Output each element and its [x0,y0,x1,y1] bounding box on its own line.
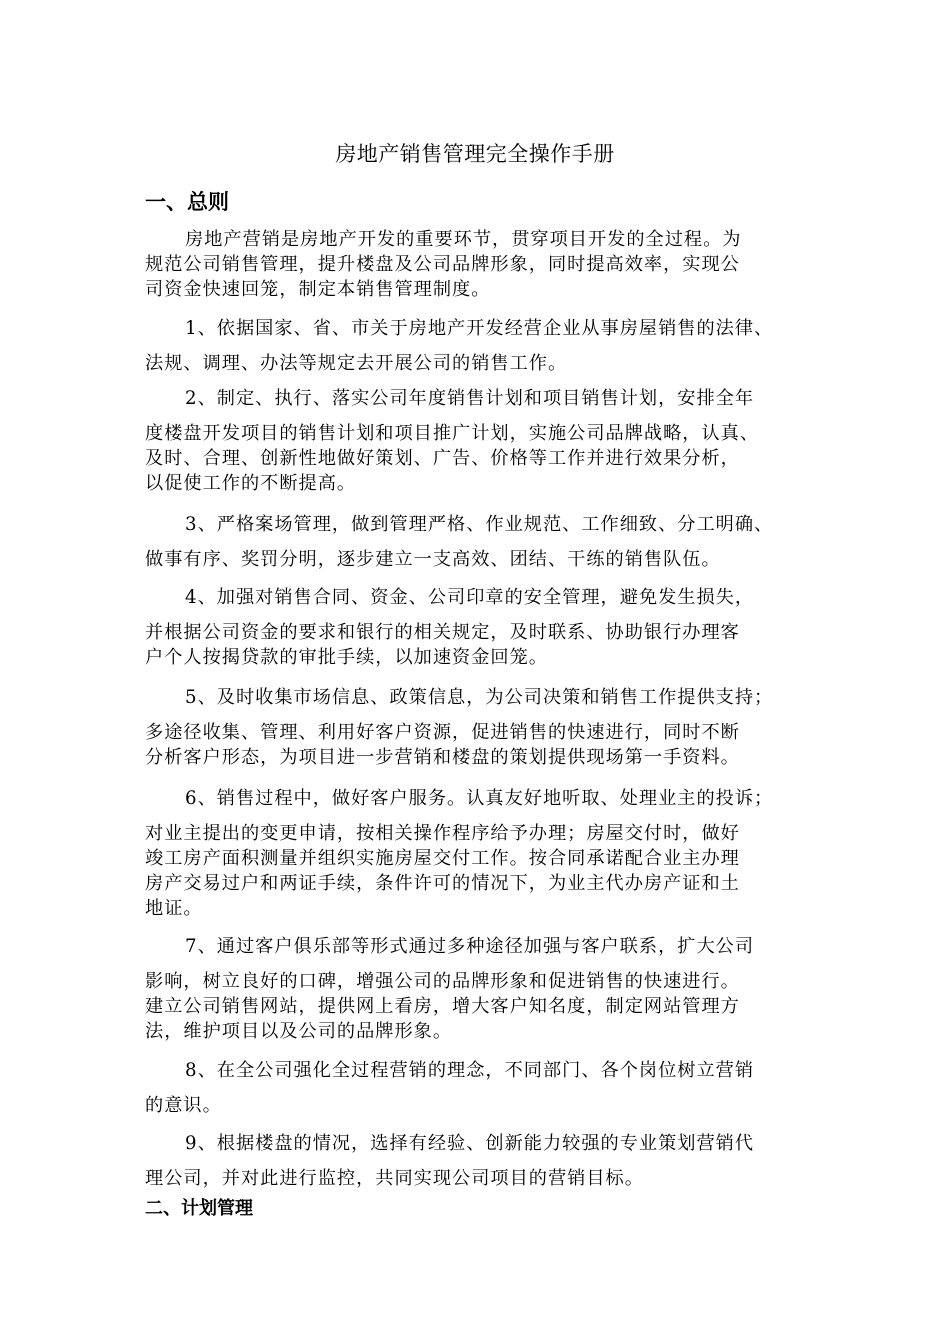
paragraph-line: 1、依据国家、省、市关于房地产开发经营企业从事房屋销售的法律、 [185,318,774,339]
paragraph-line: 户个人按揭贷款的审批手续，以加速资金回笼。 [145,647,548,668]
list-item-1 [145,316,810,376]
paragraph-line: 对业主提出的变更申请，按相关操作程序给予办理；房屋交付时，做好 [145,823,740,844]
paragraph-line: 建立公司销售网站，提供网上看房，增大客户知名度，制定网站管理方 [145,996,740,1017]
section-heading-plan-management: 二、计划管理 [145,1198,253,1219]
list-item-4 [145,585,810,670]
paragraph-line: 及时、合理、创新性地做好策划、广告、价格等工作并进行效果分析， [145,448,740,469]
paragraph-line: 影响，树立良好的口碑，增强公司的品牌形象和促进销售的快速进行。 [145,971,740,992]
list-item-3 [145,512,810,572]
paragraph-line: 法规、调理、办法等规定去开展公司的销售工作。 [145,353,568,374]
paragraph-line: 法，维护项目以及公司的品牌形象。 [145,1021,453,1042]
paragraph-line: 6、销售过程中，做好客户服务。认真友好地听取、处理业主的投诉； [185,788,774,809]
paragraph-line: 房产交易过户和两证手续，条件许可的情况下，为业主代办房产证和土 [145,873,740,894]
paragraph-line: 分析客户形态，为项目进一步营销和楼盘的策划提供现场第一手资料。 [145,747,740,768]
paragraph-line: 5、及时收集市场信息、政策信息，为公司决策和销售工作提供支持； [185,687,774,708]
list-item-7 [145,934,810,1044]
paragraph-line: 的意识。 [145,1095,222,1116]
paragraph-line: 2、制定、执行、落实公司年度销售计划和项目销售计划，安排全年 [185,388,755,409]
paragraph-line: 房地产营销是房地产开发的重要环节，贯穿项目开发的全过程。为 [185,229,742,250]
list-item-6 [145,786,810,921]
section-heading-general: 一、总则 [145,190,229,214]
paragraph-line: 9、根据楼盘的情况，选择有经验、创新能力较强的专业策划营销代 [185,1133,755,1154]
paragraph-line: 7、通过客户俱乐部等形式通过多种途径加强与客户联系，扩大公司 [185,936,755,957]
paragraph-line: 以促使工作的不断提高。 [145,473,357,494]
paragraph-line: 多途径收集、管理、利用好客户资源，促进销售的快速进行，同时不断 [145,722,740,743]
paragraph-line: 竣工房产面积测量并组织实施房屋交付工作。按合同承诺配合业主办理 [145,848,740,869]
paragraph-line: 做事有序、奖罚分明，逐步建立一支高效、团结、干练的销售队伍。 [145,549,721,570]
document-title: 房地产销售管理完全操作手册 [335,142,615,166]
paragraph-line: 理公司，并对此进行监控，共同实现公司项目的营销目标。 [145,1168,644,1189]
paragraph-line: 4、加强对销售合同、资金、公司印章的安全管理，避免发生损失， [185,587,755,608]
paragraph-line: 8、在全公司强化全过程营销的理念，不同部门、各个岗位树立营销 [185,1060,755,1081]
list-item-8 [145,1058,810,1118]
list-item-2 [145,386,810,496]
paragraph-line: 规范公司销售管理，提升楼盘及公司品牌形象，同时提高效率，实现公 [145,254,740,275]
intro-paragraph [145,227,810,302]
paragraph-line: 度楼盘开发项目的销售计划和项目推广计划，实施公司品牌战略，认真、 [145,423,760,444]
list-item-5 [145,685,810,770]
paragraph-line: 司资金快速回笼，制定本销售管理制度。 [145,279,491,300]
paragraph-line: 地证。 [145,898,203,919]
list-item-9 [145,1131,810,1191]
paragraph-line: 并根据公司资金的要求和银行的相关规定，及时联系、协助银行办理客 [145,622,740,643]
paragraph-line: 3、严格案场管理，做到管理严格、作业规范、工作细致、分工明确、 [185,514,774,535]
